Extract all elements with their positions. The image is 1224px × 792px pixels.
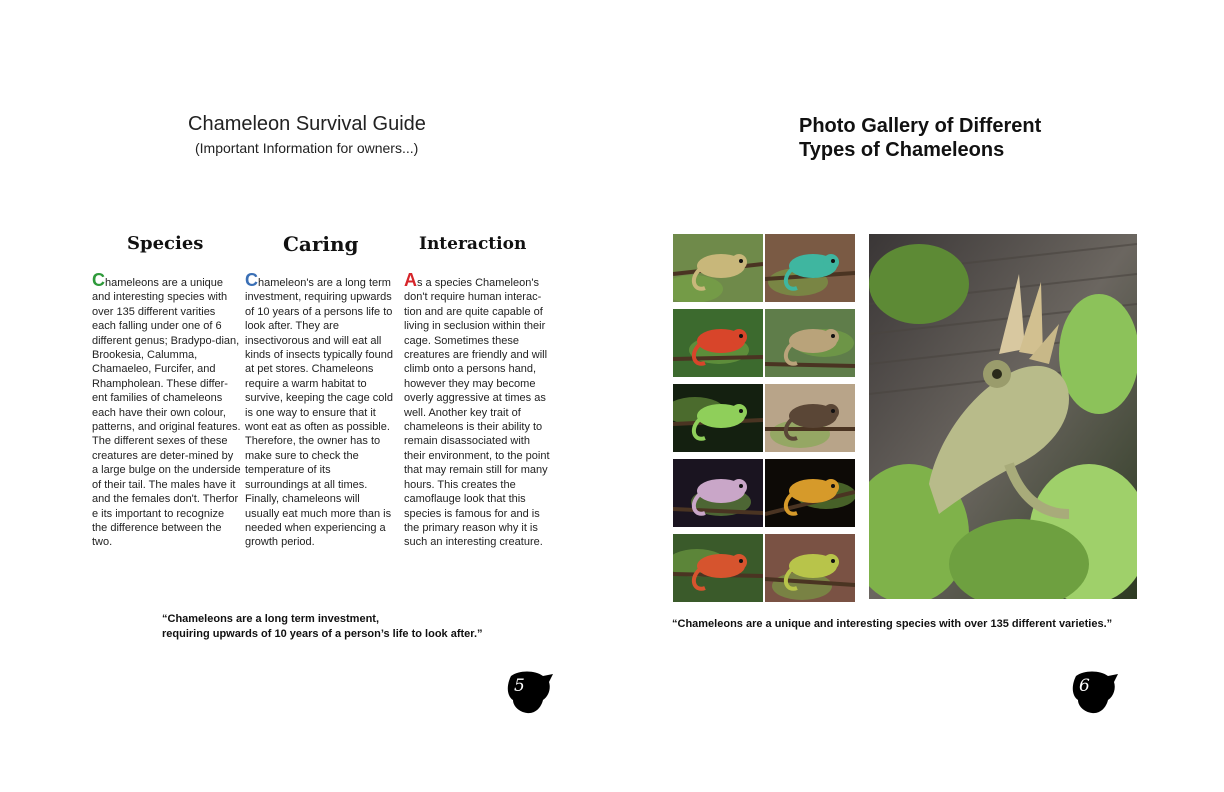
pull-quote-left <box>162 612 483 642</box>
caring-column <box>245 232 395 550</box>
guide-title: Chameleon Survival Guide <box>188 113 426 135</box>
red-panther-chameleon-photo <box>673 309 763 377</box>
gallery-title-line-1: Photo Gallery of Different <box>799 115 1042 137</box>
chameleon-silhouette-icon <box>505 670 555 714</box>
chameleon-silhouette-icon <box>1070 670 1120 714</box>
species-heading: Species <box>127 233 204 254</box>
green-chameleon-on-leaf-photo <box>673 234 763 302</box>
caring-heading: Caring <box>283 232 359 256</box>
interaction-text <box>404 270 554 550</box>
horned-chameleon-illustration <box>869 234 1137 599</box>
caring-body: hameleon's are a long term investment, requiring upwards of 10 years of a persons life to look after. They are insectivorous and will eat all kinds of insects typically found at pet stores. Chameleons require a warm habitat to survive, keeping the cage cold is one way to ensure that it wont eat as often as possible. Therefore, the owner has to make sure to check the temperature of its surroundings at all times. Finally, chameleons will usually eat much more than is needed when experiencing a growth period. <box>245 277 393 549</box>
yellow-chameleon-curled-tail-photo <box>765 459 855 527</box>
green-chameleon-dark-background-photo <box>673 384 763 452</box>
species-body: hameleons are a unique and interesting species with over 135 different varities each falling under one of 6 different genus; Bradypo-dian, Brookesia, Calumma, Chamaeleo, Furcifer, and Rhampholean. These differ-ent families of chameleons each have their own colour, patterns, and original features. The different sexes of these creatures are deter-mined by a large bulge on the underside of their tail. The males have it and the females don't. Therfor e its important to recognize the difference between the two. <box>92 277 241 549</box>
caring-dropcap: C <box>245 270 258 290</box>
right-page <box>612 0 1224 792</box>
brown-dwarf-chameleon-photo <box>765 384 855 452</box>
large-horned-chameleon-photo <box>869 234 1137 599</box>
page-number-6 <box>1070 670 1120 714</box>
gallery-title <box>799 114 1099 162</box>
page-number-label: 5 <box>514 676 525 696</box>
guide-subtitle: (Important Information for owners...) <box>195 140 419 156</box>
gallery-title-line-2: Types of Chameleons <box>799 139 1005 161</box>
caring-text <box>245 270 395 550</box>
interaction-heading: Interaction <box>419 234 527 254</box>
species-dropcap: C <box>92 270 105 290</box>
interaction-body: s a species Chameleon's don't require human interac-tion and are quite capable of living in seclusion within their cage. Sometimes these creatures are friendly and will climb onto a persons hand, however they may become overly aggressive at times as well. Another key trait of chameleons is their ability to remain disassociated with their environment, to the point that may remain still for many hours. This creates the camoflauge look that this species is famous for and is the primary reason why it is such an interesting creature. <box>404 277 550 549</box>
pull-quote-line-2: requiring upwards of 10 years of a person’s life to look after.” <box>162 628 483 640</box>
yellow-green-spotted-chameleon-photo <box>765 534 855 602</box>
interaction-dropcap: A <box>404 270 417 290</box>
teal-chameleon-on-branch-photo <box>765 234 855 302</box>
page-number-label: 6 <box>1079 676 1090 696</box>
species-column <box>92 232 242 550</box>
pull-quote-line-1: “Chameleons are a long term investment, <box>162 613 380 625</box>
species-text <box>92 270 242 550</box>
pastel-chameleon-dark-background-photo <box>673 459 763 527</box>
interaction-column <box>404 232 554 550</box>
page-number-5 <box>505 670 555 714</box>
pull-quote-right: “Chameleons are a unique and interesting species with over 135 different varieties.” <box>672 618 1113 630</box>
brown-chameleon-on-stick-photo <box>765 309 855 377</box>
rainbow-panther-chameleon-photo <box>673 534 763 602</box>
